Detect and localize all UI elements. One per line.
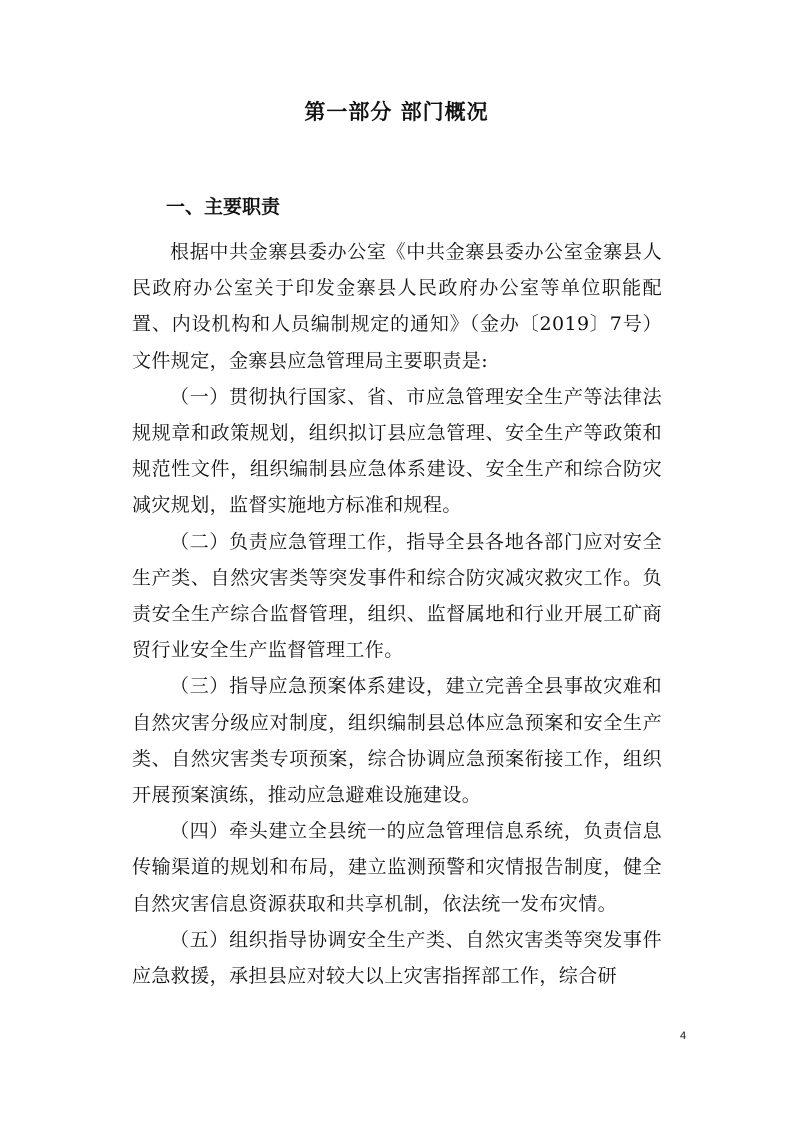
body-text (132, 234, 662, 994)
paragraph-intro: 根据中共金寨县委办公室《中共金寨县委办公室金寨县人民政府办公室关于印发金寨县人民政府办公室等单位职能配置、内设机构和人员编制规定的通知》（金办〔2019〕7号）文件规定，金寨县应急管理局主要职责是: (132, 241, 662, 372)
paragraph-duty-5: （五）组织指导协调安全生产类、自然灾害类等突发事件应急救援，承担县应对较大以上灾害指挥部工作，综合研 (132, 928, 662, 988)
page-number: 4 (680, 1030, 687, 1042)
paragraph-duty-2: （二）负责应急管理工作，指导全县各地各部门应对安全生产类、自然灾害类等突发事件和综合防灾减灾救灾工作。负责安全生产综合监督管理，组织、监督属地和行业开展工矿商贸行业安全生产监督管理工作。 (132, 530, 662, 662)
paragraph-duty-4: （四）牵头建立全县统一的应急管理信息系统，负责信息传输渠道的规划和布局，建立监测预警和灾情报告制度，健全自然灾害信息资源获取和共享机制，依法统一发布灾情。 (132, 820, 662, 915)
paragraph-duty-3: （三）指导应急预案体系建设，建立完善全县事故灾难和自然灾害分级应对制度，组织编制县总体应急预案和安全生产类、自然灾害类专项预案，综合协调应急预案衔接工作，组织开展预案演练，推动应急避难设施建设。 (132, 675, 662, 807)
section-heading: 一、主要职责 (166, 196, 281, 218)
page-title: 第一部分 部门概况 (304, 100, 489, 124)
paragraph-duty-1: （一）贯彻执行国家、省、市应急管理安全生产等法律法规规章和政策规划，组织拟订县应急管理、安全生产等政策和规范性文件，组织编制县应急体系建设、安全生产和综合防灾减灾规划，监督实施地方标准和规程。 (132, 385, 662, 517)
